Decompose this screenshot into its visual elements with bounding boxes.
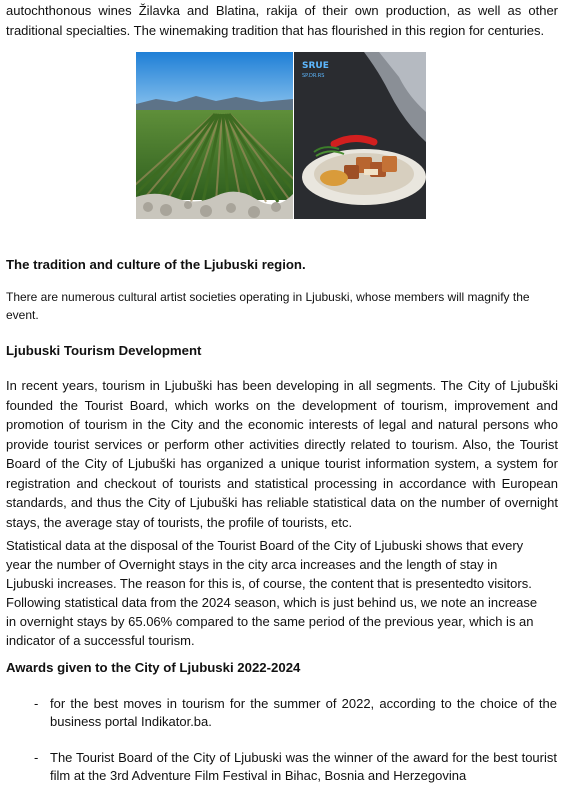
food-photo-logo-sub: SP.DR.RS — [302, 73, 325, 79]
food-photo — [294, 52, 426, 219]
tradition-paragraph: There are numerous cultural artist societies operating in Ljubuski, whose members will magnify the event. — [6, 290, 530, 322]
tourism-paragraph-2-line: indicator of a successful tourism. — [6, 633, 195, 648]
tourism-paragraph-2-line: year the number of Overnight stays in the city arca increases and the length of stay in — [6, 557, 498, 572]
tourism-paragraph-2-line: in overnight stays by 65.06% compared to the same period of the previous year, which is an — [6, 614, 534, 629]
tourism-paragraph-2-line: Ljubuski increases. The reason for this is, of course, the content that is presentedto visitors. — [6, 576, 532, 591]
award-text: The Tourist Board of the City of Ljubuski was the winner of the award for the best tourist film at the 3rd Adventure Film Festival in Bihac, Bosnia and Herzegovina — [50, 750, 557, 783]
intro-paragraph: autochthonous wines Žilavka and Blatina, rakija of their own production, as well as other traditional specialties. The winemaking tradition that has flourished in this region for centuries. — [6, 3, 558, 38]
tradition-heading: The tradition and culture of the Ljubuski region. — [6, 257, 306, 272]
tourism-paragraph-2-line: Following statistical data from the 2024 season, which is just behind us, we note an increase — [6, 595, 538, 610]
tourism-paragraph-1: In recent years, tourism in Ljubuški has been developing in all segments. The City of Ljubuški founded the Tourist Board, which works on the development of tourism, improvement and promotion of tourism in the City and the economic interests of legal and natural persons who provide tourist services or perform other activities directly related to tourism. Also, the Tourist Board of the City of Ljubuški has organized a unique tourist information system, a system for registration and checkout of tourists and statistical processing in accordance with European standards, and thus the City of Ljubuški has reliable statistical data on the number of overnight stays, the average stay of tourists, the profile of tourists, etc. — [6, 378, 558, 530]
tourism-heading: Ljubuski Tourism Development — [6, 343, 202, 358]
list-dash: - — [34, 696, 39, 711]
award-list-item — [26, 695, 558, 731]
awards-heading: Awards given to the City of Ljubuski 2022-2024 — [6, 660, 301, 675]
award-list-item — [26, 749, 558, 785]
vineyard-photo — [136, 52, 293, 219]
food-photo-logo: SRUE — [302, 61, 329, 71]
tourism-paragraph-2-line: Statistical data at the disposal of the Tourist Board of the City of Ljubuski shows that every — [6, 538, 524, 553]
award-text: for the best moves in tourism for the summer of 2022, according to the choice of the business portal Indikator.ba. — [50, 696, 557, 729]
list-dash: - — [34, 750, 39, 765]
